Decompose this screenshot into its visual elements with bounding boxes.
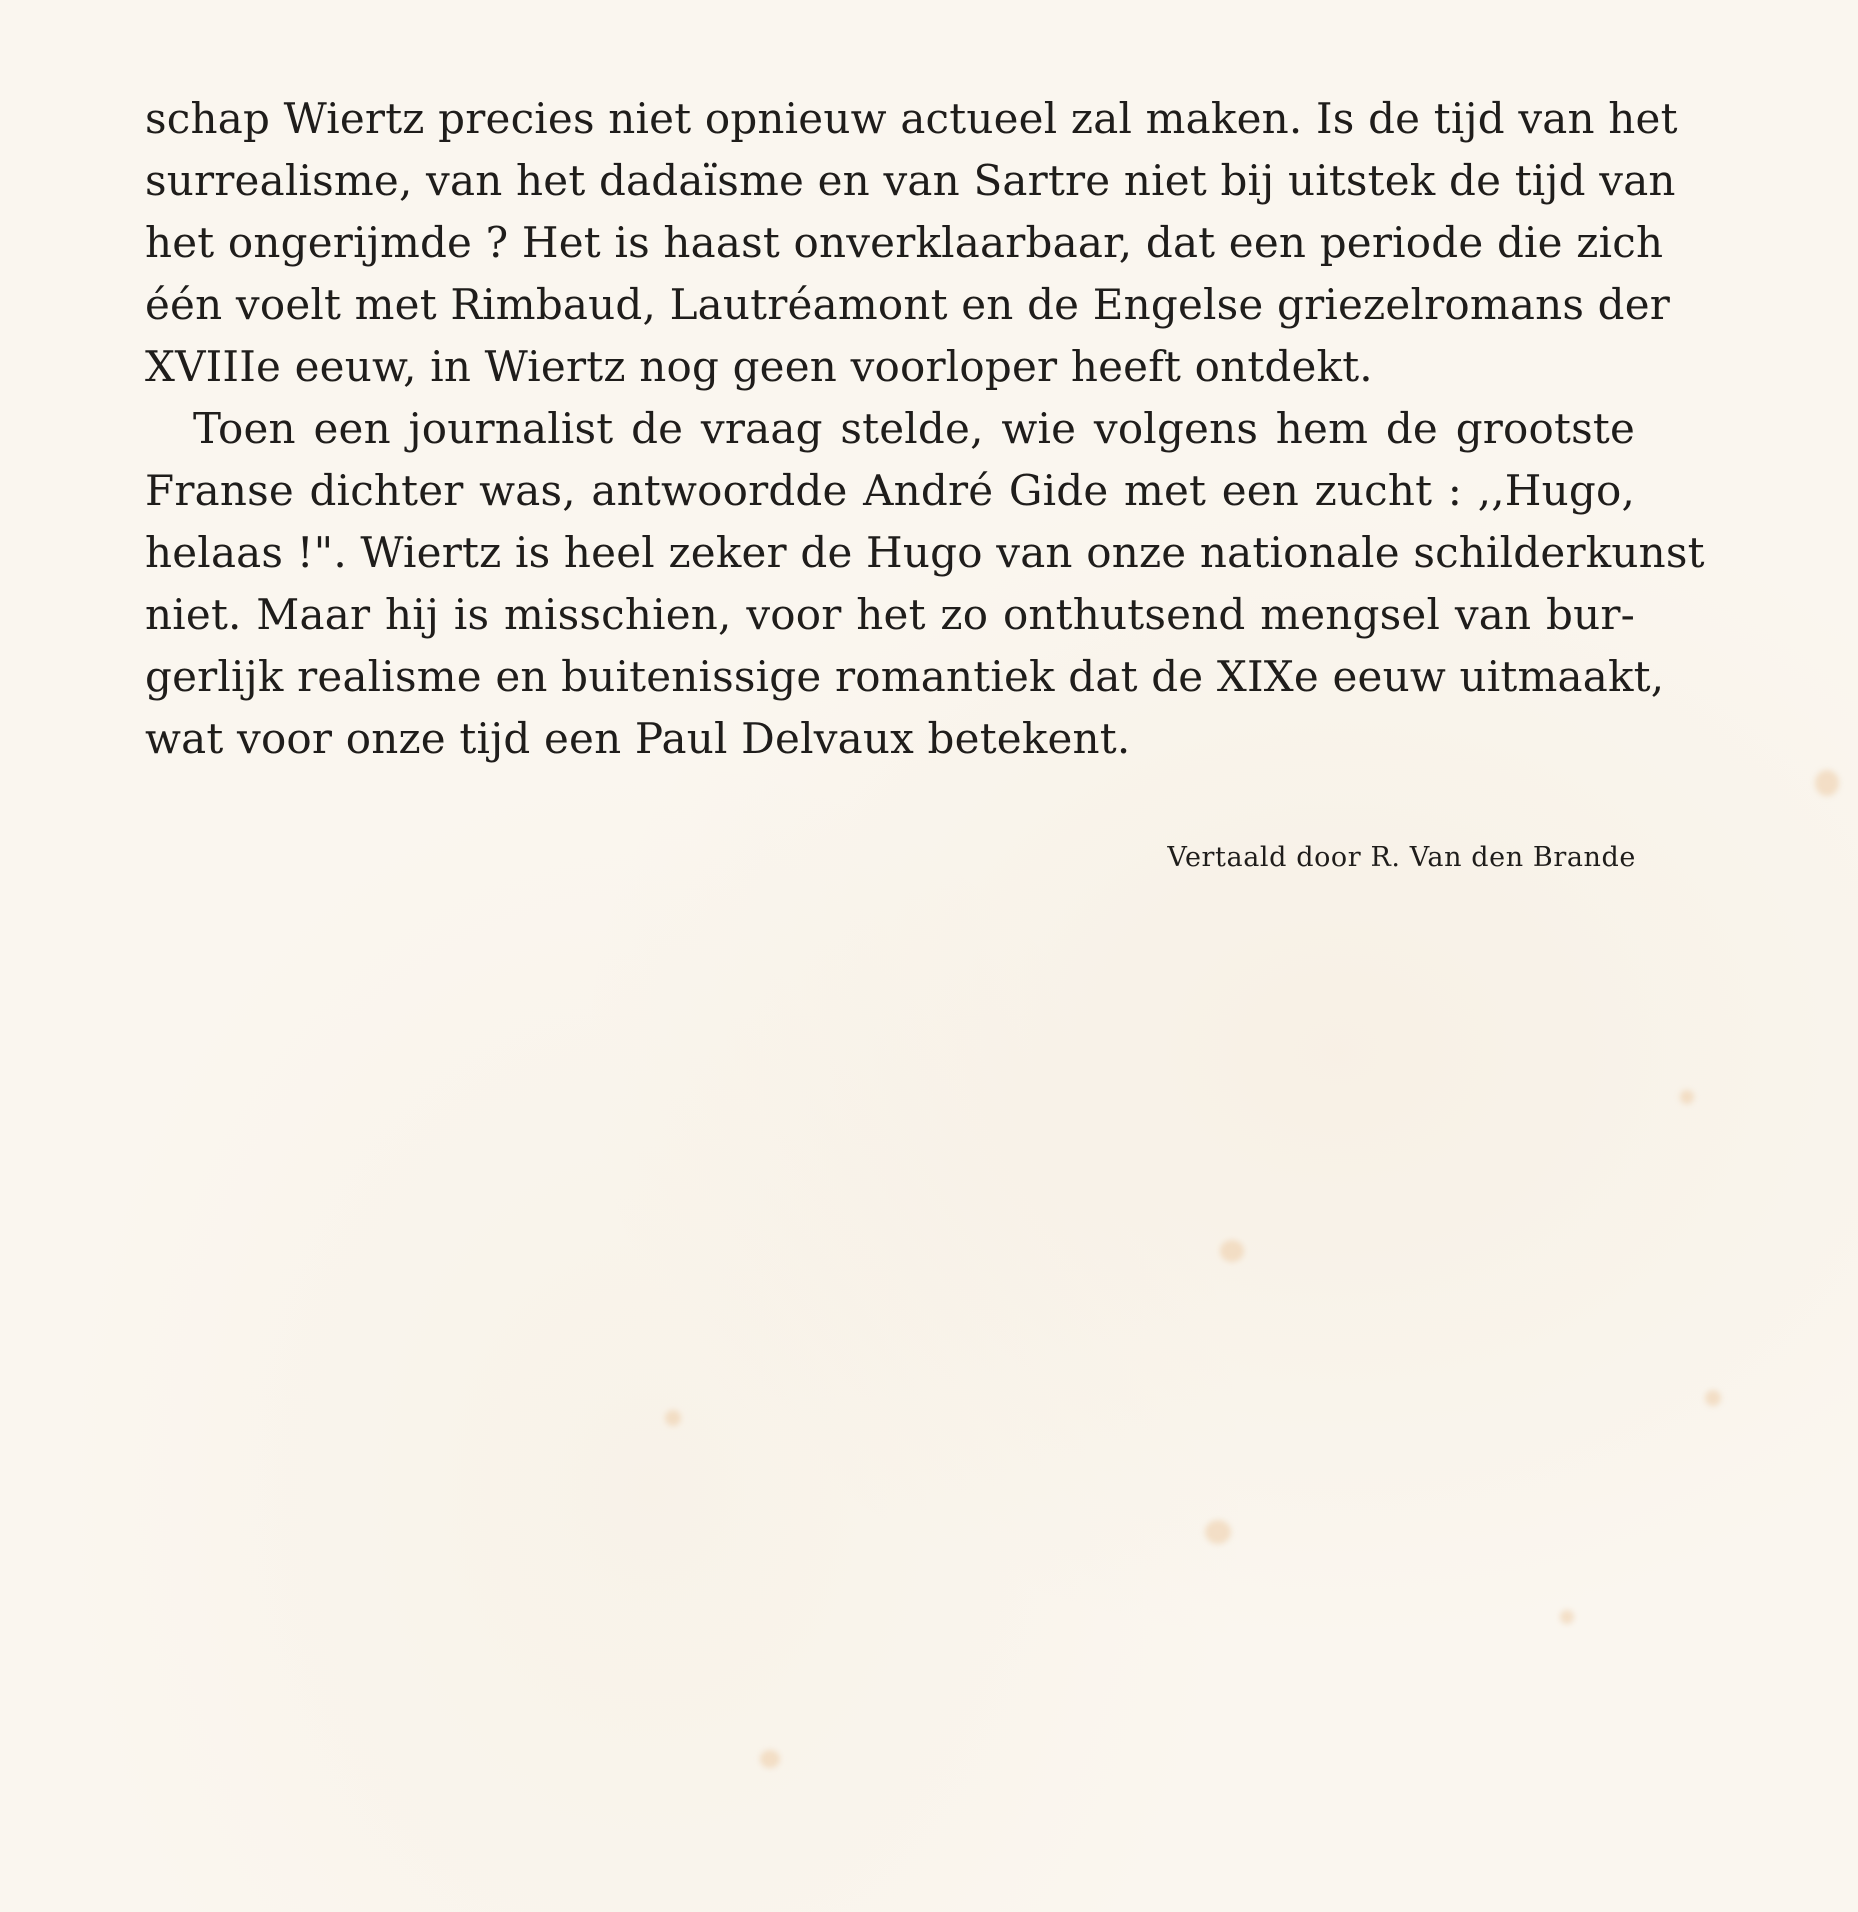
text-line: helaas !". Wiertz is heel zeker de Hugo van onze nationale schilderkunst — [145, 528, 1705, 577]
paper-stain — [1680, 1090, 1694, 1104]
paper-stain — [1560, 1610, 1574, 1624]
paper-stain — [1205, 1520, 1231, 1544]
text-line: wat voor onze tijd een Paul Delvaux betekent. — [145, 714, 1131, 763]
text-line: niet. Maar hij is misschien, voor het zo onthutsend mengsel van bur- — [145, 590, 1635, 639]
paper-stain — [760, 1750, 780, 1768]
text-line: het ongerijmde ? Het is haast onverklaarbaar, dat een periode die zich — [145, 218, 1664, 267]
text-line: surrealisme, van het dadaïsme en van Sartre niet bij uitstek de tijd van — [145, 156, 1676, 205]
text-line: één voelt met Rimbaud, Lautréamont en de Engelse griezelromans der — [145, 280, 1671, 329]
text-line: XVIIIe eeuw, in Wiertz nog geen voorloper heeft ontdekt. — [145, 342, 1373, 391]
text-line: Franse dichter was, antwoordde André Gide met een zucht : ,,Hugo, — [145, 466, 1635, 515]
text-line: schap Wiertz precies niet opnieuw actueel zal maken. Is de tijd van het — [145, 94, 1678, 143]
text-line: Toen een journalist de vraag stelde, wie volgens hem de grootste — [193, 404, 1635, 453]
body-text — [145, 88, 1705, 788]
text-line: gerlijk realisme en buitenissige romantiek dat de XIXe eeuw uitmaakt, — [145, 652, 1665, 701]
paper-stain — [1220, 1240, 1244, 1262]
translator-credit: Vertaald door R. Van den Brande — [1167, 842, 1636, 873]
paper-stain — [1815, 770, 1839, 796]
paper-stain — [1705, 1390, 1721, 1406]
paper-stain — [665, 1410, 681, 1426]
